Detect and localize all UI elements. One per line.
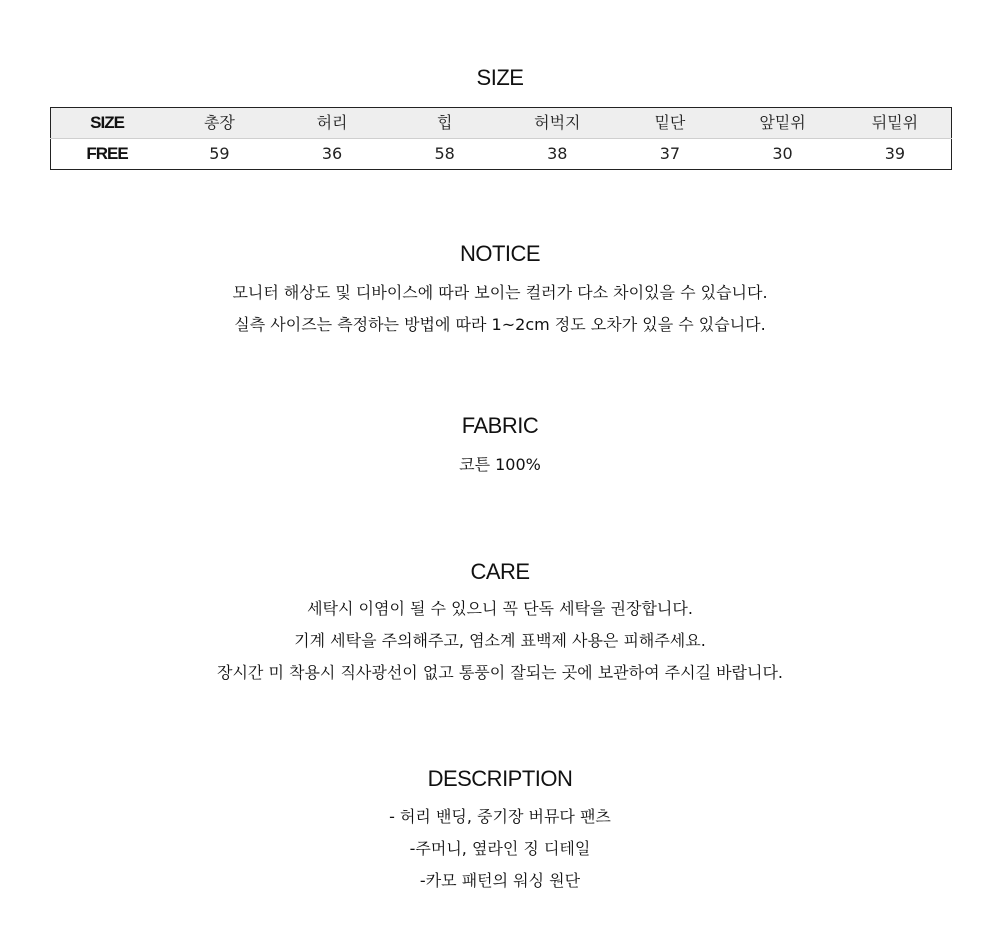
size-header-cell: 앞밑위: [759, 113, 806, 132]
size-value-cell: 36: [276, 139, 389, 170]
description-section-title: DESCRIPTION: [427, 766, 573, 791]
care-line: 세탁시 이염이 될 수 있으니 꼭 단독 세탁을 권장합니다.: [307, 599, 693, 618]
size-header-cell: SIZE: [90, 113, 124, 132]
care-text-block: [0, 593, 1000, 689]
fabric-line: 코튼 100%: [459, 455, 541, 474]
size-value-cell: 37: [614, 139, 727, 170]
size-value-cell: 59: [163, 139, 276, 170]
notice-text-block: [0, 277, 1000, 341]
size-header-cell: 허벅지: [534, 113, 581, 132]
fabric-text-block: [0, 449, 1000, 481]
size-table-header-row: [51, 108, 952, 139]
size-table-row: [51, 139, 952, 170]
notice-section-title: NOTICE: [459, 241, 541, 266]
size-table: [50, 107, 952, 170]
notice-line: 실측 사이즈는 측정하는 방법에 따라 1~2cm 정도 오차가 있을 수 있습니다.: [234, 315, 766, 334]
description-line: -주머니, 옆라인 징 디테일: [409, 839, 591, 858]
care-line: 기계 세탁을 주의해주고, 염소계 표백제 사용은 피해주세요.: [294, 631, 706, 650]
fabric-section-title: FABRIC: [461, 413, 539, 438]
description-text-block: [0, 801, 1000, 897]
size-value-cell: FREE: [51, 139, 164, 170]
size-value-cell: 38: [501, 139, 614, 170]
size-header-cell: 밑단: [654, 113, 686, 132]
size-header-cell: 허리: [316, 113, 348, 132]
size-header-cell: 뒤밑위: [871, 113, 919, 132]
size-header-cell: 힙: [436, 113, 453, 132]
size-value-cell: 58: [388, 139, 501, 170]
notice-line: 모니터 해상도 및 디바이스에 따라 보이는 컬러가 다소 차이있을 수 있습니다.: [232, 283, 768, 302]
size-value-cell: 30: [726, 139, 839, 170]
description-line: - 허리 밴딩, 중기장 버뮤다 팬츠: [389, 807, 611, 826]
care-section-title: CARE: [470, 559, 530, 584]
size-section-title: SIZE: [476, 65, 524, 90]
size-header-cell: 총장: [203, 113, 235, 132]
description-line: -카모 패턴의 워싱 원단: [419, 871, 581, 890]
care-line: 장시간 미 착용시 직사광선이 없고 통풍이 잘되는 곳에 보관하여 주시길 바랍니다.: [217, 663, 783, 682]
size-value-cell: 39: [839, 139, 952, 170]
